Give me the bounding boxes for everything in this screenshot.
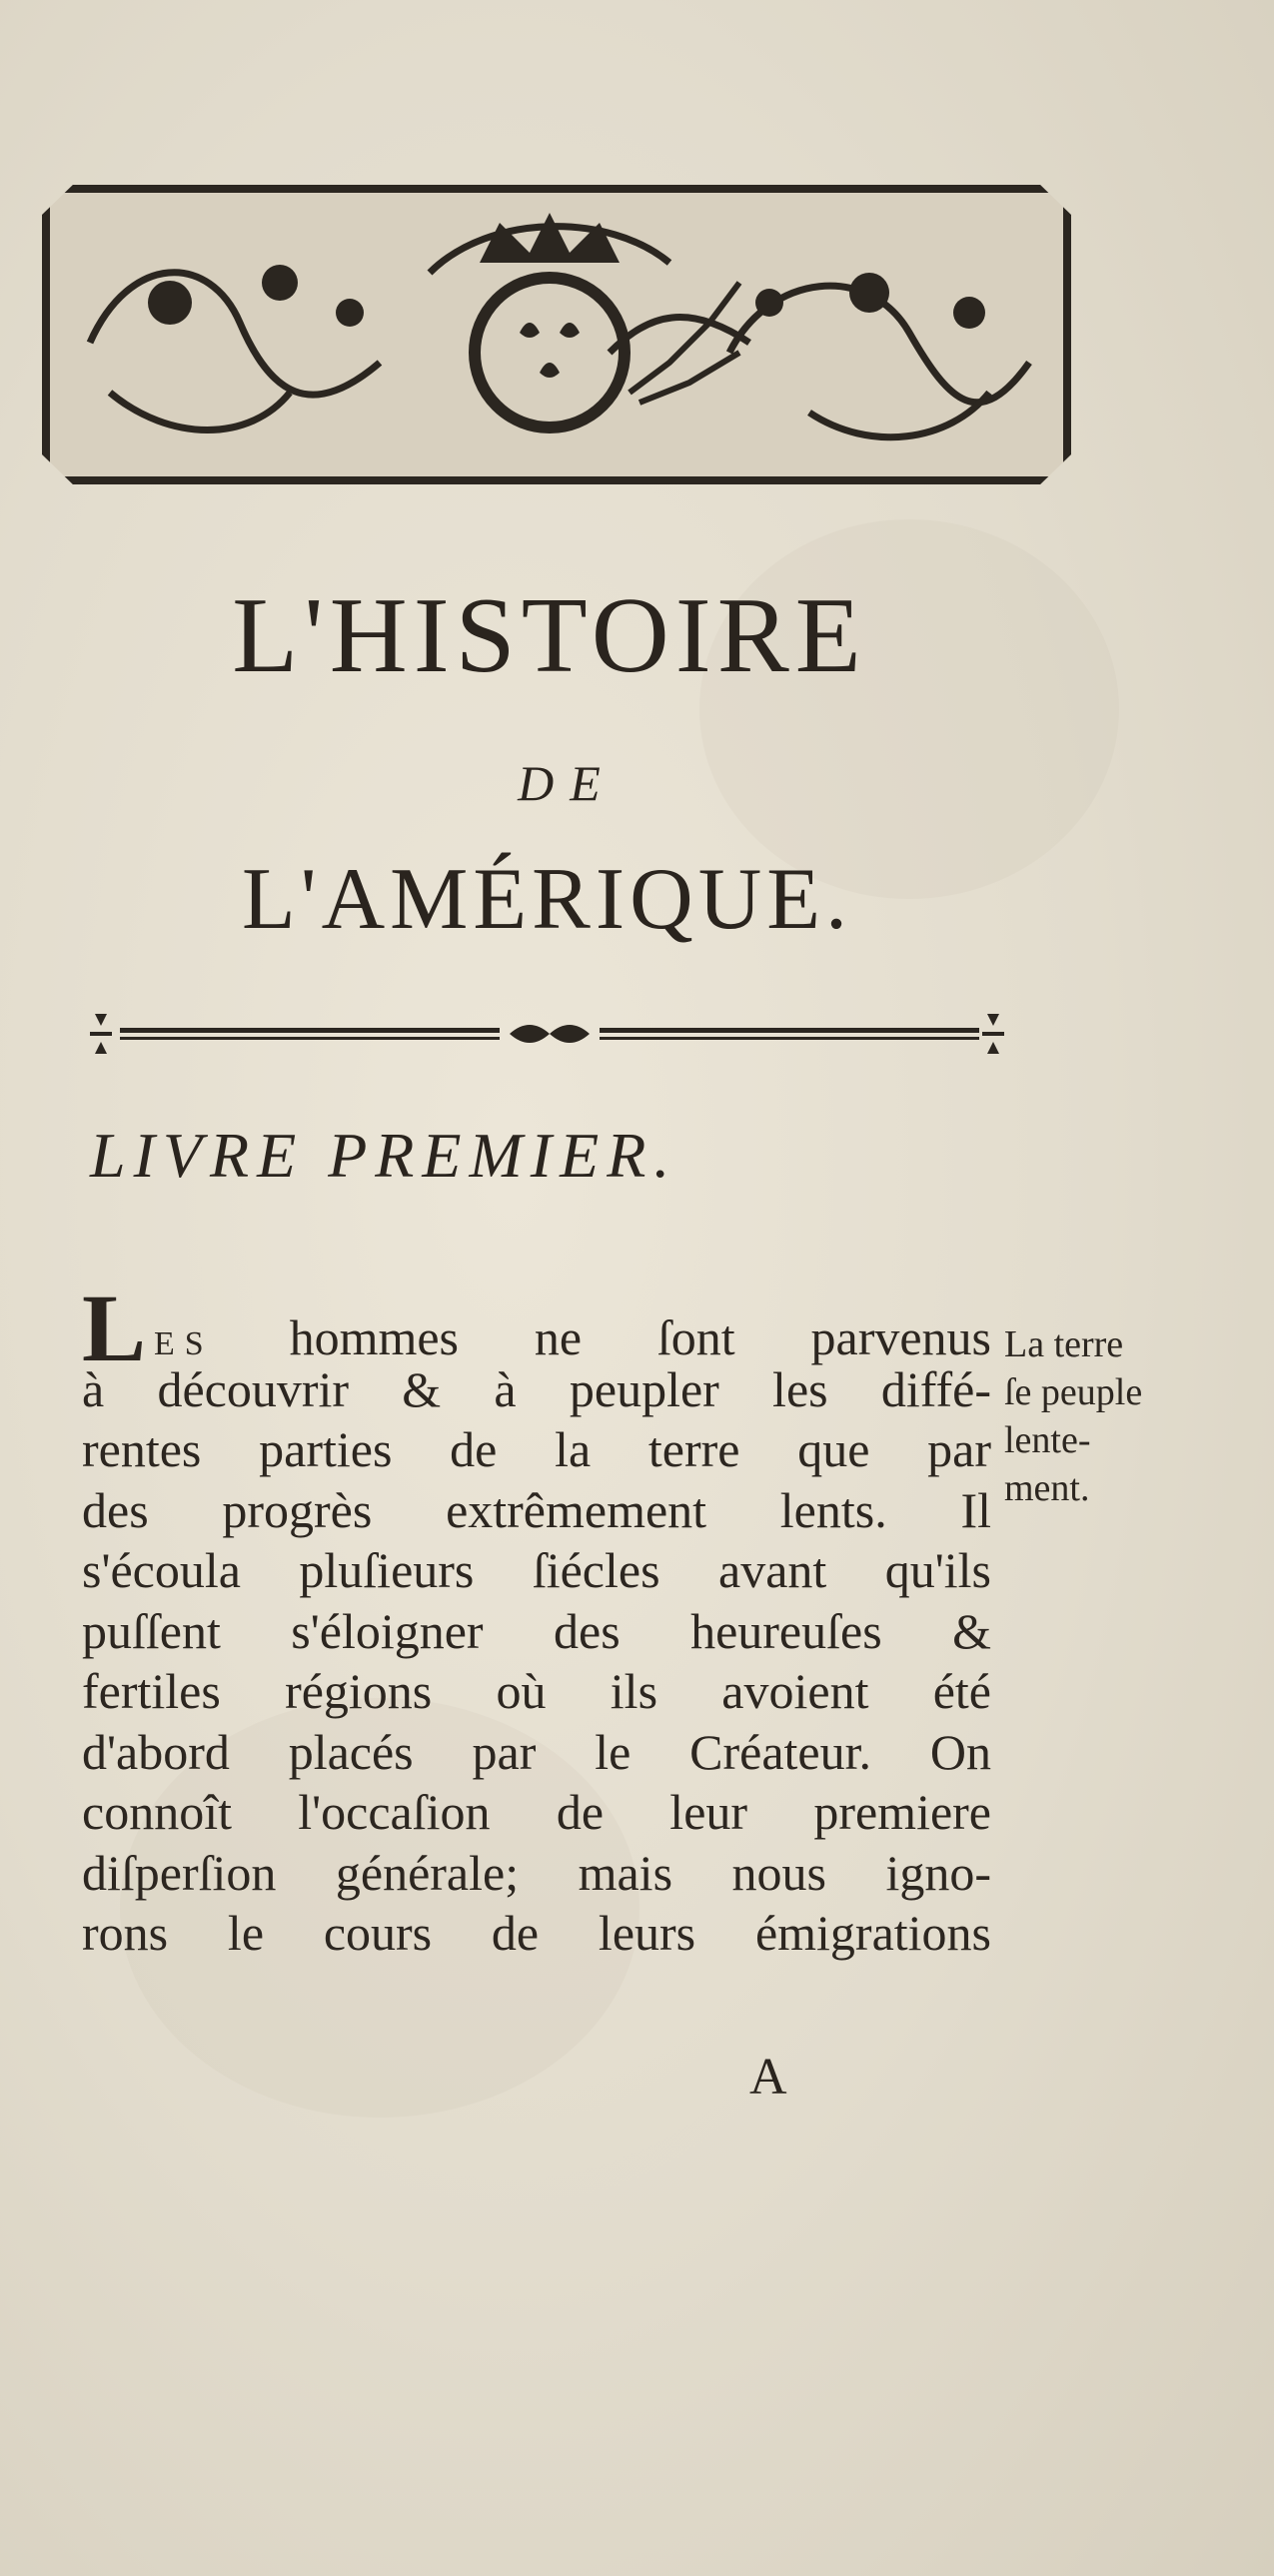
text-line: rons le cours de leurs émigrations: [82, 1905, 991, 1961]
text-line: puſſent s'éloigner des heureuſes &: [82, 1602, 991, 1659]
ornament-crown-icon: [50, 193, 1063, 476]
small-caps-word: ES: [154, 1325, 214, 1362]
margin-note-line: lente-: [1004, 1419, 1091, 1461]
signature-mark: A: [749, 2049, 787, 2106]
text-line: diſperſion générale; mais nous igno-: [82, 1844, 991, 1901]
title-line-1: L'HISTOIRE: [232, 576, 867, 695]
ornamental-headpiece: [42, 185, 1071, 484]
text-line: [82, 1275, 991, 1381]
title-line-2: DE: [518, 755, 617, 811]
body-text: [82, 1275, 991, 1964]
text-line: fertiles régions où ils avoient été: [82, 1663, 991, 1719]
text-line: rentes parties de la terre que par: [82, 1421, 991, 1477]
margin-note-line: ſe peuple: [1004, 1371, 1143, 1413]
ornamental-rule: [90, 1004, 1009, 1064]
text-line: connoît l'occaſion de leur premiere: [82, 1784, 991, 1840]
title-line-3: L'AMÉRIQUE.: [241, 851, 852, 948]
margin-note-line: La terre: [1004, 1323, 1124, 1365]
margin-note-line: ment.: [1004, 1467, 1090, 1509]
text-line: d'abord placés par le Créateur. On: [82, 1723, 991, 1780]
text-line: s'écoula pluſieurs ſiécles avant qu'ils: [82, 1542, 991, 1598]
text-line: à découvrir & à peupler les diffé-: [82, 1360, 991, 1417]
drop-cap: L: [82, 1275, 147, 1381]
margin-note: [1004, 1320, 1142, 1512]
text-line: des progrès extrêmement lents. Il: [82, 1481, 991, 1538]
text-span: hommes ne ſont parvenus: [289, 1309, 991, 1365]
book-heading: LIVRE PREMIER.: [90, 1120, 678, 1191]
